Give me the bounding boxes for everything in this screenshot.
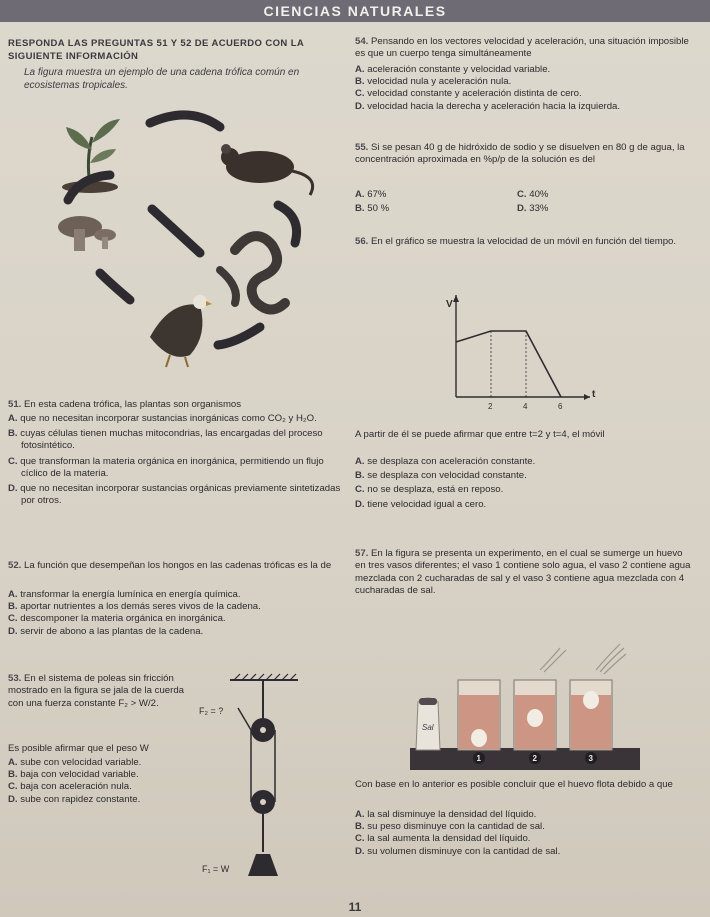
glass-number-2: 2 (532, 754, 537, 763)
glass-2 (514, 680, 556, 750)
q52-stem-text: La función que desempeñan los hongos en las cadenas tróficas es la de (24, 560, 332, 571)
q53-number: 53. (8, 673, 22, 684)
q53-option-c[interactable]: C. baja con aceleración nula. (8, 781, 132, 793)
glass-3 (570, 680, 612, 750)
y-axis-arrow (453, 295, 459, 302)
q52-number: 52. (8, 560, 22, 571)
q51-stem-text: En esta cadena trófica, las plantas son organismos (24, 399, 242, 410)
q52-option-c[interactable]: C. descomponer la materia orgánica en inorgánica. (8, 613, 226, 625)
q55-number: 55. (355, 142, 369, 153)
q53-option-d[interactable]: D. sube con rapidez constante. (8, 793, 141, 805)
q53-stem (8, 673, 200, 710)
velocity-line (456, 331, 561, 397)
q56-stem (355, 236, 695, 248)
intro-text: La figura muestra un ejemplo de una cadena trófica común en ecosistemas tropicales. (24, 67, 300, 91)
q55-option-c[interactable]: C. 40% (517, 189, 549, 200)
weight-block (248, 854, 278, 876)
salt-streaks (540, 644, 626, 674)
q55-stem-text: Si se pesan 40 g de hidróxido de sodio y se disuelven en 80 g de agua, la concentración aproximada en %p/p de la solución es del (355, 142, 685, 166)
instruction-heading: RESPONDA LAS PREGUNTAS 51 Y 52 DE ACUERDO CON LA SIGUIENTE INFORMACIÓN (8, 38, 304, 62)
q51-option-b[interactable]: B. cuyas células tienen muchas mitocondrias, las encargadas del proceso fotosintético. (8, 428, 323, 452)
q56-option-c[interactable]: C. no se desplaza, está en reposo. (355, 484, 504, 496)
velocity-time-chart (440, 285, 600, 415)
q53-options (8, 757, 208, 806)
glass-number-3: 3 (588, 754, 593, 763)
q57-conclusion: Con base en lo anterior es posible concluir que el huevo flota debido a que (355, 779, 673, 790)
q57-stem (355, 548, 695, 598)
q54-stem (355, 36, 695, 61)
q57-number: 57. (355, 548, 369, 559)
y-axis-label: V (446, 299, 453, 310)
table (410, 748, 640, 770)
glass-number-1: 1 (476, 754, 481, 763)
q54-number: 54. (355, 36, 369, 47)
q53-question: Es posible afirmar que el peso W (8, 743, 149, 754)
q52-option-a[interactable]: A. transformar la energía lumínica en energía química. (8, 589, 241, 600)
q52-option-b[interactable]: B. aportar nutrientes a los demás seres vivos de la cadena. (8, 601, 261, 613)
q51-option-d[interactable]: D. que no necesitan incorporar sustancias orgánicas previamente sintetizadas por otros. (8, 483, 341, 507)
glass-1 (458, 680, 500, 750)
q54-option-b[interactable]: B. velocidad nula y aceleración nula. (355, 76, 512, 88)
snake-icon (220, 236, 285, 309)
q53-option-b[interactable]: B. baja con velocidad variable. (8, 769, 139, 781)
q57-option-c[interactable]: C. la sal aumenta la densidad del líquido. (355, 833, 531, 845)
label-f1: F₁ = W (202, 864, 230, 874)
q57-options (355, 809, 695, 858)
eagle-icon (150, 295, 212, 367)
q54-option-a[interactable]: A. aceleración constante y velocidad variable. (355, 64, 551, 75)
q56-option-d[interactable]: D. tiene velocidad igual a cero. (355, 498, 487, 510)
q55-option-d[interactable]: D. 33% (517, 203, 549, 215)
pulley-figure (198, 672, 318, 892)
q54-option-d[interactable]: D. velocidad hacia la derecha y aceleración hacia la izquierda. (355, 100, 621, 112)
q54-stem-text: Pensando en los vectores velocidad y aceleración, una situación imposible es que un cuerpo tenga simultáneamente (355, 36, 689, 60)
pull-rope (238, 708, 251, 730)
q51-option-c[interactable]: C. que transforman la materia orgánica en inorgánica, permitiendo un flujo cíclico de la materia. (8, 455, 324, 479)
food-chain-figure (40, 105, 340, 395)
q57-option-b[interactable]: B. su peso disminuye con la cantidad de sal. (355, 821, 545, 833)
section-banner: CIENCIAS NATURALES (0, 0, 710, 22)
x-axis-arrow (584, 394, 590, 400)
arrow-to-mushroom (152, 209, 200, 253)
arrow-eagle-to-decomposer (100, 273, 130, 300)
arrow-mouse-to-snake (278, 205, 297, 243)
q56-option-b[interactable]: B. se desplaza con velocidad constante. (355, 470, 527, 482)
q55-stem (355, 142, 695, 167)
salt-label: Sal (422, 723, 434, 732)
mouse-icon (221, 144, 313, 195)
q53-stem-text: En el sistema de poleas sin fricción mostrado en la figura se jala de la cuerda con una fuerza constante F₂ > W/2. (8, 673, 184, 709)
q54-options (355, 64, 695, 113)
egg-experiment-figure (410, 640, 640, 775)
q54-option-c[interactable]: C. velocidad constante y aceleración distinta de cero. (355, 88, 582, 100)
q51-option-a[interactable]: A. que no necesitan incorporar sustancias inorgánicas como CO₂ y H₂O. (8, 413, 317, 424)
x-tick-label: 6 (558, 402, 563, 411)
q55-option-a[interactable]: A. 67% (355, 189, 387, 200)
q51-options (8, 413, 346, 507)
q56-options (355, 456, 695, 511)
q53-option-a[interactable]: A. sube con velocidad variable. (8, 757, 142, 768)
q56-option-a[interactable]: A. se desplaza con aceleración constante. (355, 456, 536, 467)
q57-stem-text: En la figura se presenta un experimento, en el cual se sumerge un huevo en tres vasos diferentes; el vaso 1 contiene solo agua, el vaso 2 contiene agua mezclada con 2 cucharadas de sal y el vaso 3 contiene agua mezclada con 4 cucharadas de sal. (355, 548, 691, 597)
x-axis-label: t (592, 389, 596, 400)
q56-stem-text: En el gráfico se muestra la velocidad de un móvil en función del tiempo. (371, 236, 677, 247)
mushroom-icon (58, 216, 116, 251)
salt-shaker-icon (416, 698, 440, 750)
x-tick-label: 2 (488, 402, 493, 411)
q57-option-a[interactable]: A. la sal disminuye la densidad del líquido. (355, 809, 537, 820)
q56-number: 56. (355, 236, 369, 247)
label-f2: F₂ = ? (199, 706, 224, 716)
x-tick-label: 4 (523, 402, 528, 411)
arrow-snake-to-eagle (218, 327, 260, 345)
q55-option-b[interactable]: B. 50 % (355, 203, 390, 215)
q52-options (8, 589, 346, 638)
q51-stem (8, 399, 352, 411)
arrow-plant-to-mouse (150, 115, 220, 127)
q57-option-d[interactable]: D. su volumen disminuye con la cantidad de sal. (355, 845, 561, 857)
q52-stem (8, 560, 346, 572)
q52-option-d[interactable]: D. servir de abono a las plantas de la cadena. (8, 625, 204, 637)
q51-number: 51. (8, 399, 22, 410)
q55-options (355, 189, 645, 215)
page-number: 11 (348, 900, 362, 914)
q56-question: A partir de él se puede afirmar que entre t=2 y t=4, el móvil (355, 429, 605, 440)
